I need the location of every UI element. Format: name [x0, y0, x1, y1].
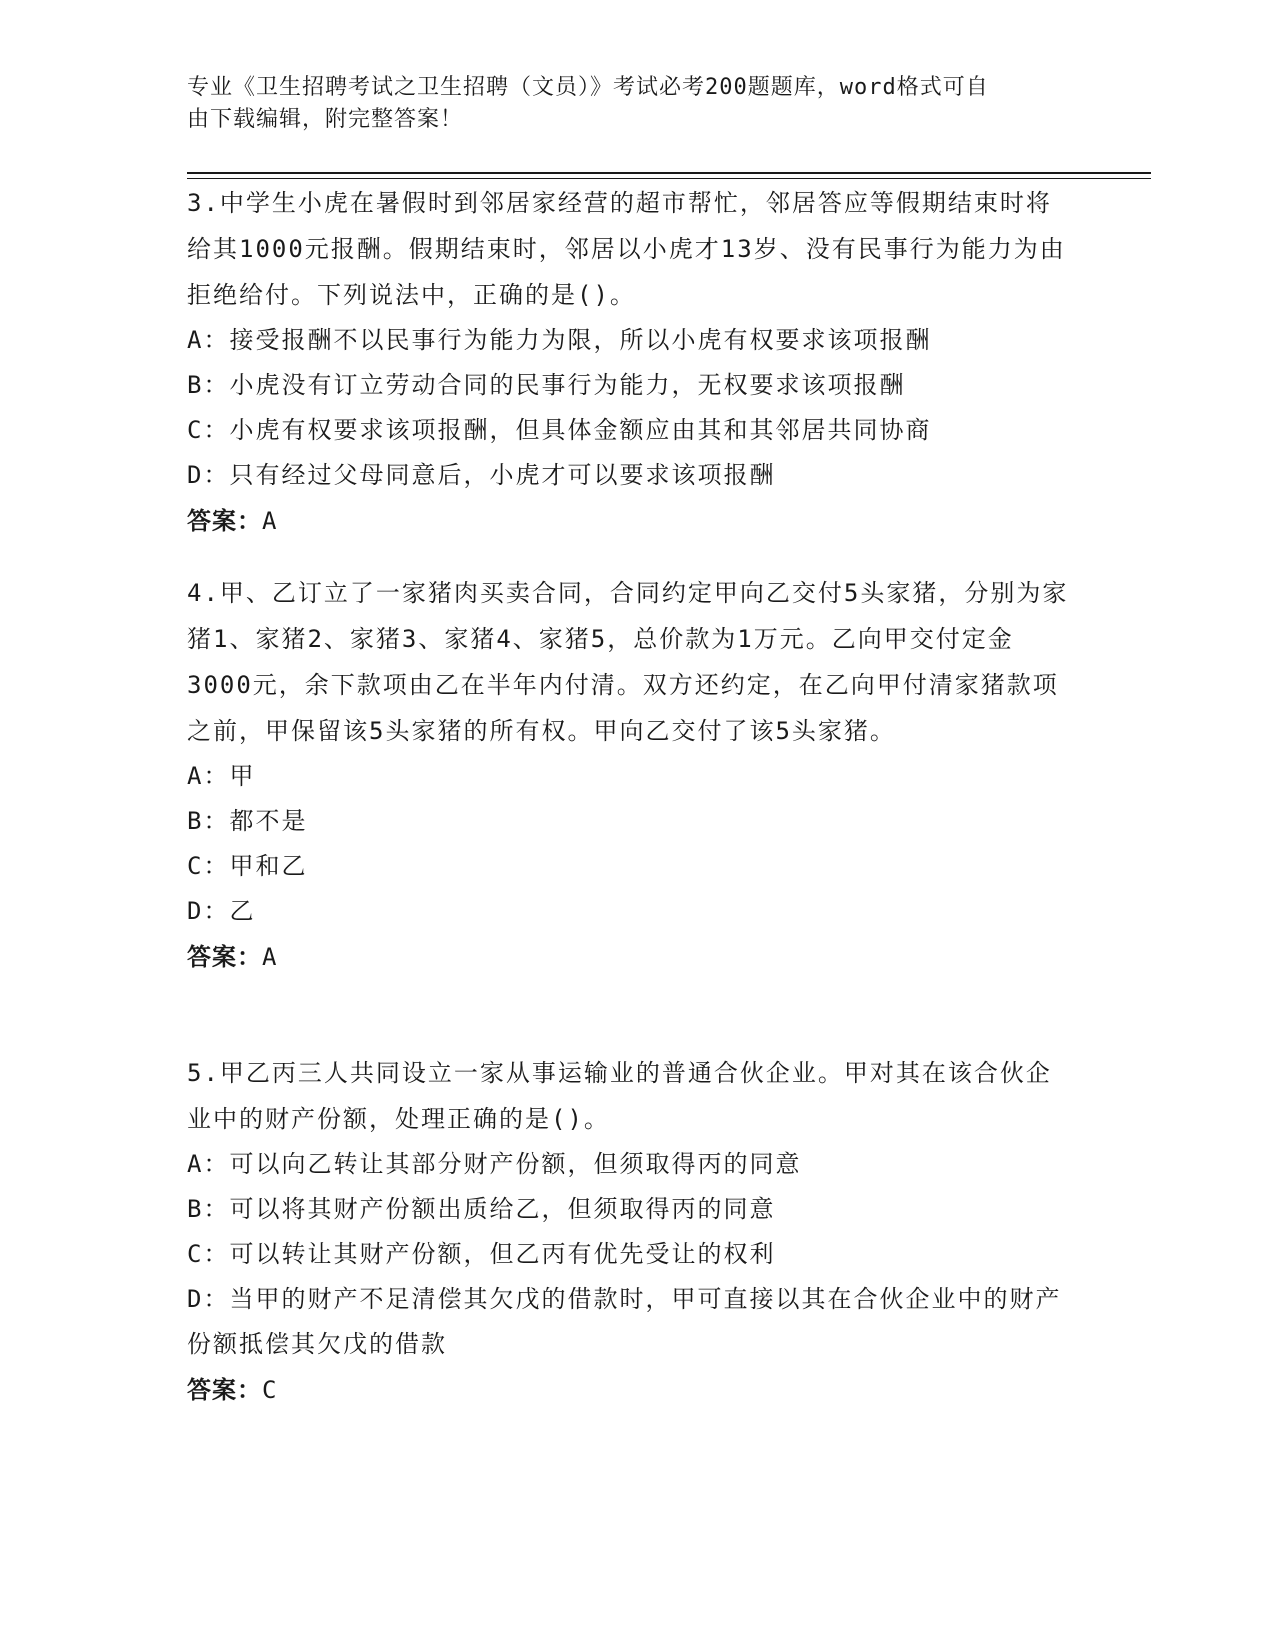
header-line-1: 专业《卫生招聘考试之卫生招聘（文员）》考试必考200题题库，word格式可自	[187, 75, 989, 100]
question-stem: 3.中学生小虎在暑假时到邻居家经营的超市帮忙，邻居答应等假期结束时将给其1000元报酬。假期结束时，邻居以小虎才13岁、没有民事行为能力为由拒绝给付。下列说法中，正确的是()。	[187, 189, 1066, 309]
answer-line	[187, 934, 1077, 980]
option-b: B：都不是	[187, 807, 308, 835]
option-d: D：乙	[187, 897, 256, 925]
option-b: B：小虎没有订立劳动合同的民事行为能力，无权要求该项报酬	[187, 371, 906, 399]
option-c: C：可以转让其财产份额，但乙丙有优先受让的权利	[187, 1240, 776, 1268]
header-rule-thin	[187, 178, 1151, 179]
answer-line	[187, 498, 1077, 544]
option-c: C：小虎有权要求该项报酬，但具体金额应由其和其邻居共同协商	[187, 416, 932, 444]
option-a: A：可以向乙转让其部分财产份额，但须取得丙的同意	[187, 1150, 802, 1178]
question-stem: 4.甲、乙订立了一家猪肉买卖合同，合同约定甲向乙交付5头家猪，分别为家猪1、家猪2、家猪3、家猪4、家猪5，总价款为1万元。乙向甲交付定金3000元，余下款项由乙在半年内付清。双方还约定，在乙向甲付清家猪款项之前，甲保留该5头家猪的所有权。甲向乙交付了该5头家猪。	[187, 579, 1069, 745]
option-d: D：只有经过父母同意后，小虎才可以要求该项报酬	[187, 461, 776, 489]
question-5	[187, 1050, 1077, 1413]
answer-line	[187, 1367, 1077, 1413]
document-header	[187, 72, 1067, 136]
option-c: C：甲和乙	[187, 852, 308, 880]
answer-label: 答案：	[187, 1376, 262, 1404]
option-a: A：接受报酬不以民事行为能力为限，所以小虎有权要求该项报酬	[187, 326, 932, 354]
answer-label: 答案：	[187, 507, 262, 535]
answer-label: 答案：	[187, 943, 262, 971]
option-d: D：当甲的财产不足清偿其欠戊的借款时，甲可直接以其在合伙企业中的财产份额抵偿其欠戊的借款	[187, 1285, 1062, 1358]
answer-value: A	[262, 507, 278, 535]
option-b: B：可以将其财产份额出质给乙，但须取得丙的同意	[187, 1195, 776, 1223]
answer-value: C	[262, 1376, 278, 1404]
header-line-2: 由下载编辑，附完整答案！	[187, 107, 464, 132]
question-4	[187, 570, 1077, 980]
header-rule-thick	[187, 172, 1151, 174]
option-a: A：甲	[187, 762, 256, 790]
question-stem: 5.甲乙丙三人共同设立一家从事运输业的普通合伙企业。甲对其在该合伙企业中的财产份额，处理正确的是()。	[187, 1059, 1052, 1133]
question-3	[187, 180, 1077, 544]
answer-value: A	[262, 943, 278, 971]
